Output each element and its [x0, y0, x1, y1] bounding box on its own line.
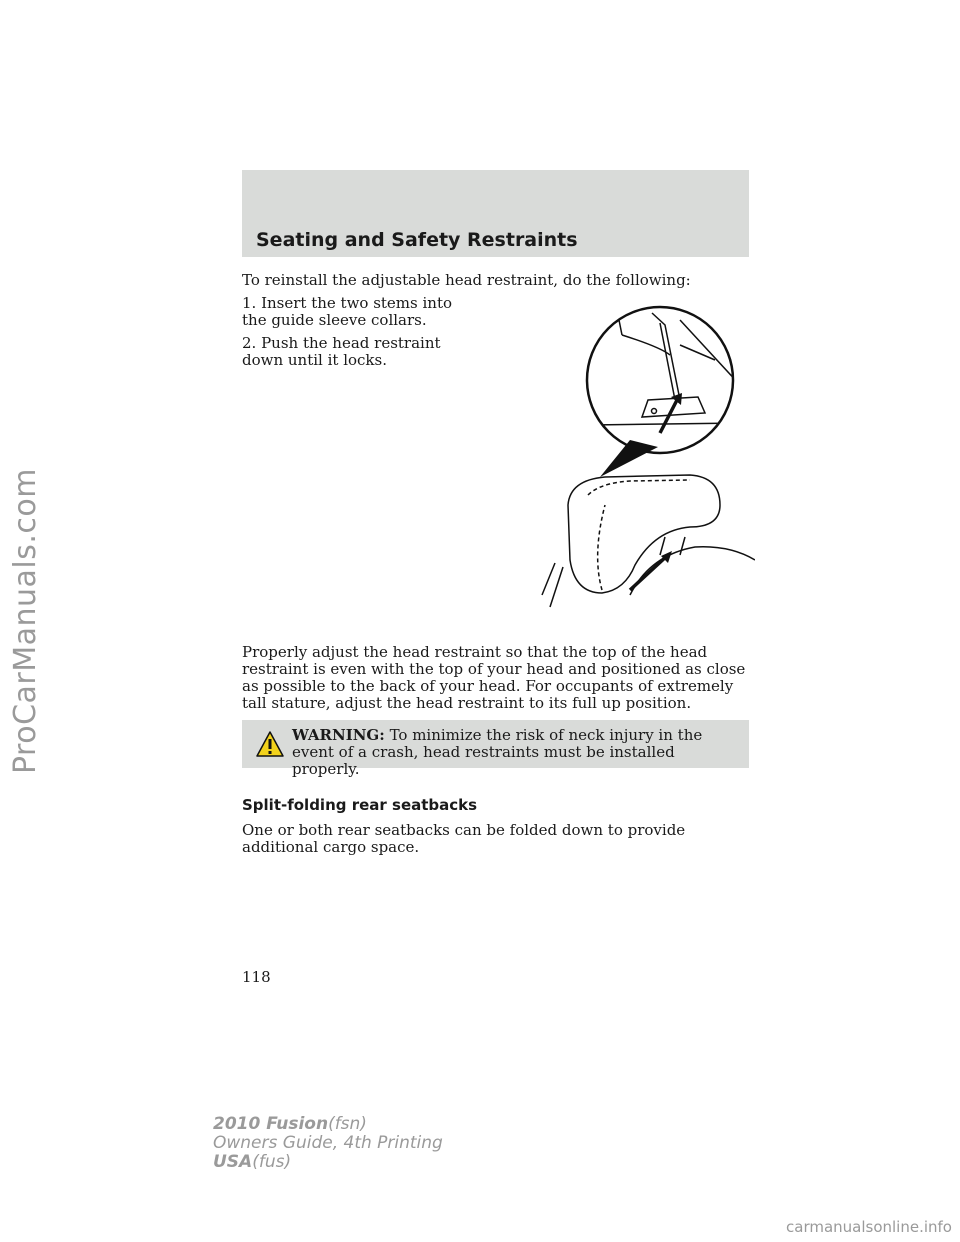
warning-box	[242, 720, 749, 778]
bottom-watermark: carmanualsonline.info	[786, 1218, 952, 1236]
footer	[213, 1115, 443, 1172]
subsection-heading: Split-folding rear seatbacks	[242, 796, 478, 814]
footer-model-code: (fsn)	[328, 1114, 367, 1134]
section-title: Seating and Safety Restraints	[256, 229, 578, 251]
section-header	[242, 170, 749, 257]
subsection-text: One or both rear seatbacks can be folded down to provide additional cargo space.	[242, 821, 686, 856]
warning-triangle-icon	[255, 730, 285, 758]
warning-text	[292, 727, 742, 778]
footer-model: 2010 Fusion	[213, 1114, 329, 1134]
warning-label: WARNING:	[292, 726, 385, 744]
footer-edition: Owners Guide, 4th Printing	[213, 1133, 443, 1153]
step-2: 2. Push the head restraint down until it locks.	[242, 334, 441, 369]
footer-market: USA	[213, 1152, 253, 1172]
warning-body: To minimize the risk of neck injury in the event of a crash, head restraints must be installed properly.	[292, 726, 703, 778]
adjust-paragraph: Properly adjust the head restraint so that the top of the head restraint is even with the top of your head and positioned as close as possible to the back of your head. For occupants of extremely tall stature, adjust the head restraint to its full up position.	[242, 643, 746, 712]
page-number: 118	[242, 968, 271, 986]
step-1: 1. Insert the two stems into the guide sleeve collars.	[242, 294, 453, 329]
head-restraint-illustration	[530, 305, 755, 625]
side-watermark: ProCarManuals.com	[8, 468, 43, 775]
footer-market-code: (fus)	[252, 1152, 292, 1172]
intro-paragraph: To reinstall the adjustable head restraint, do the following:	[242, 271, 691, 289]
